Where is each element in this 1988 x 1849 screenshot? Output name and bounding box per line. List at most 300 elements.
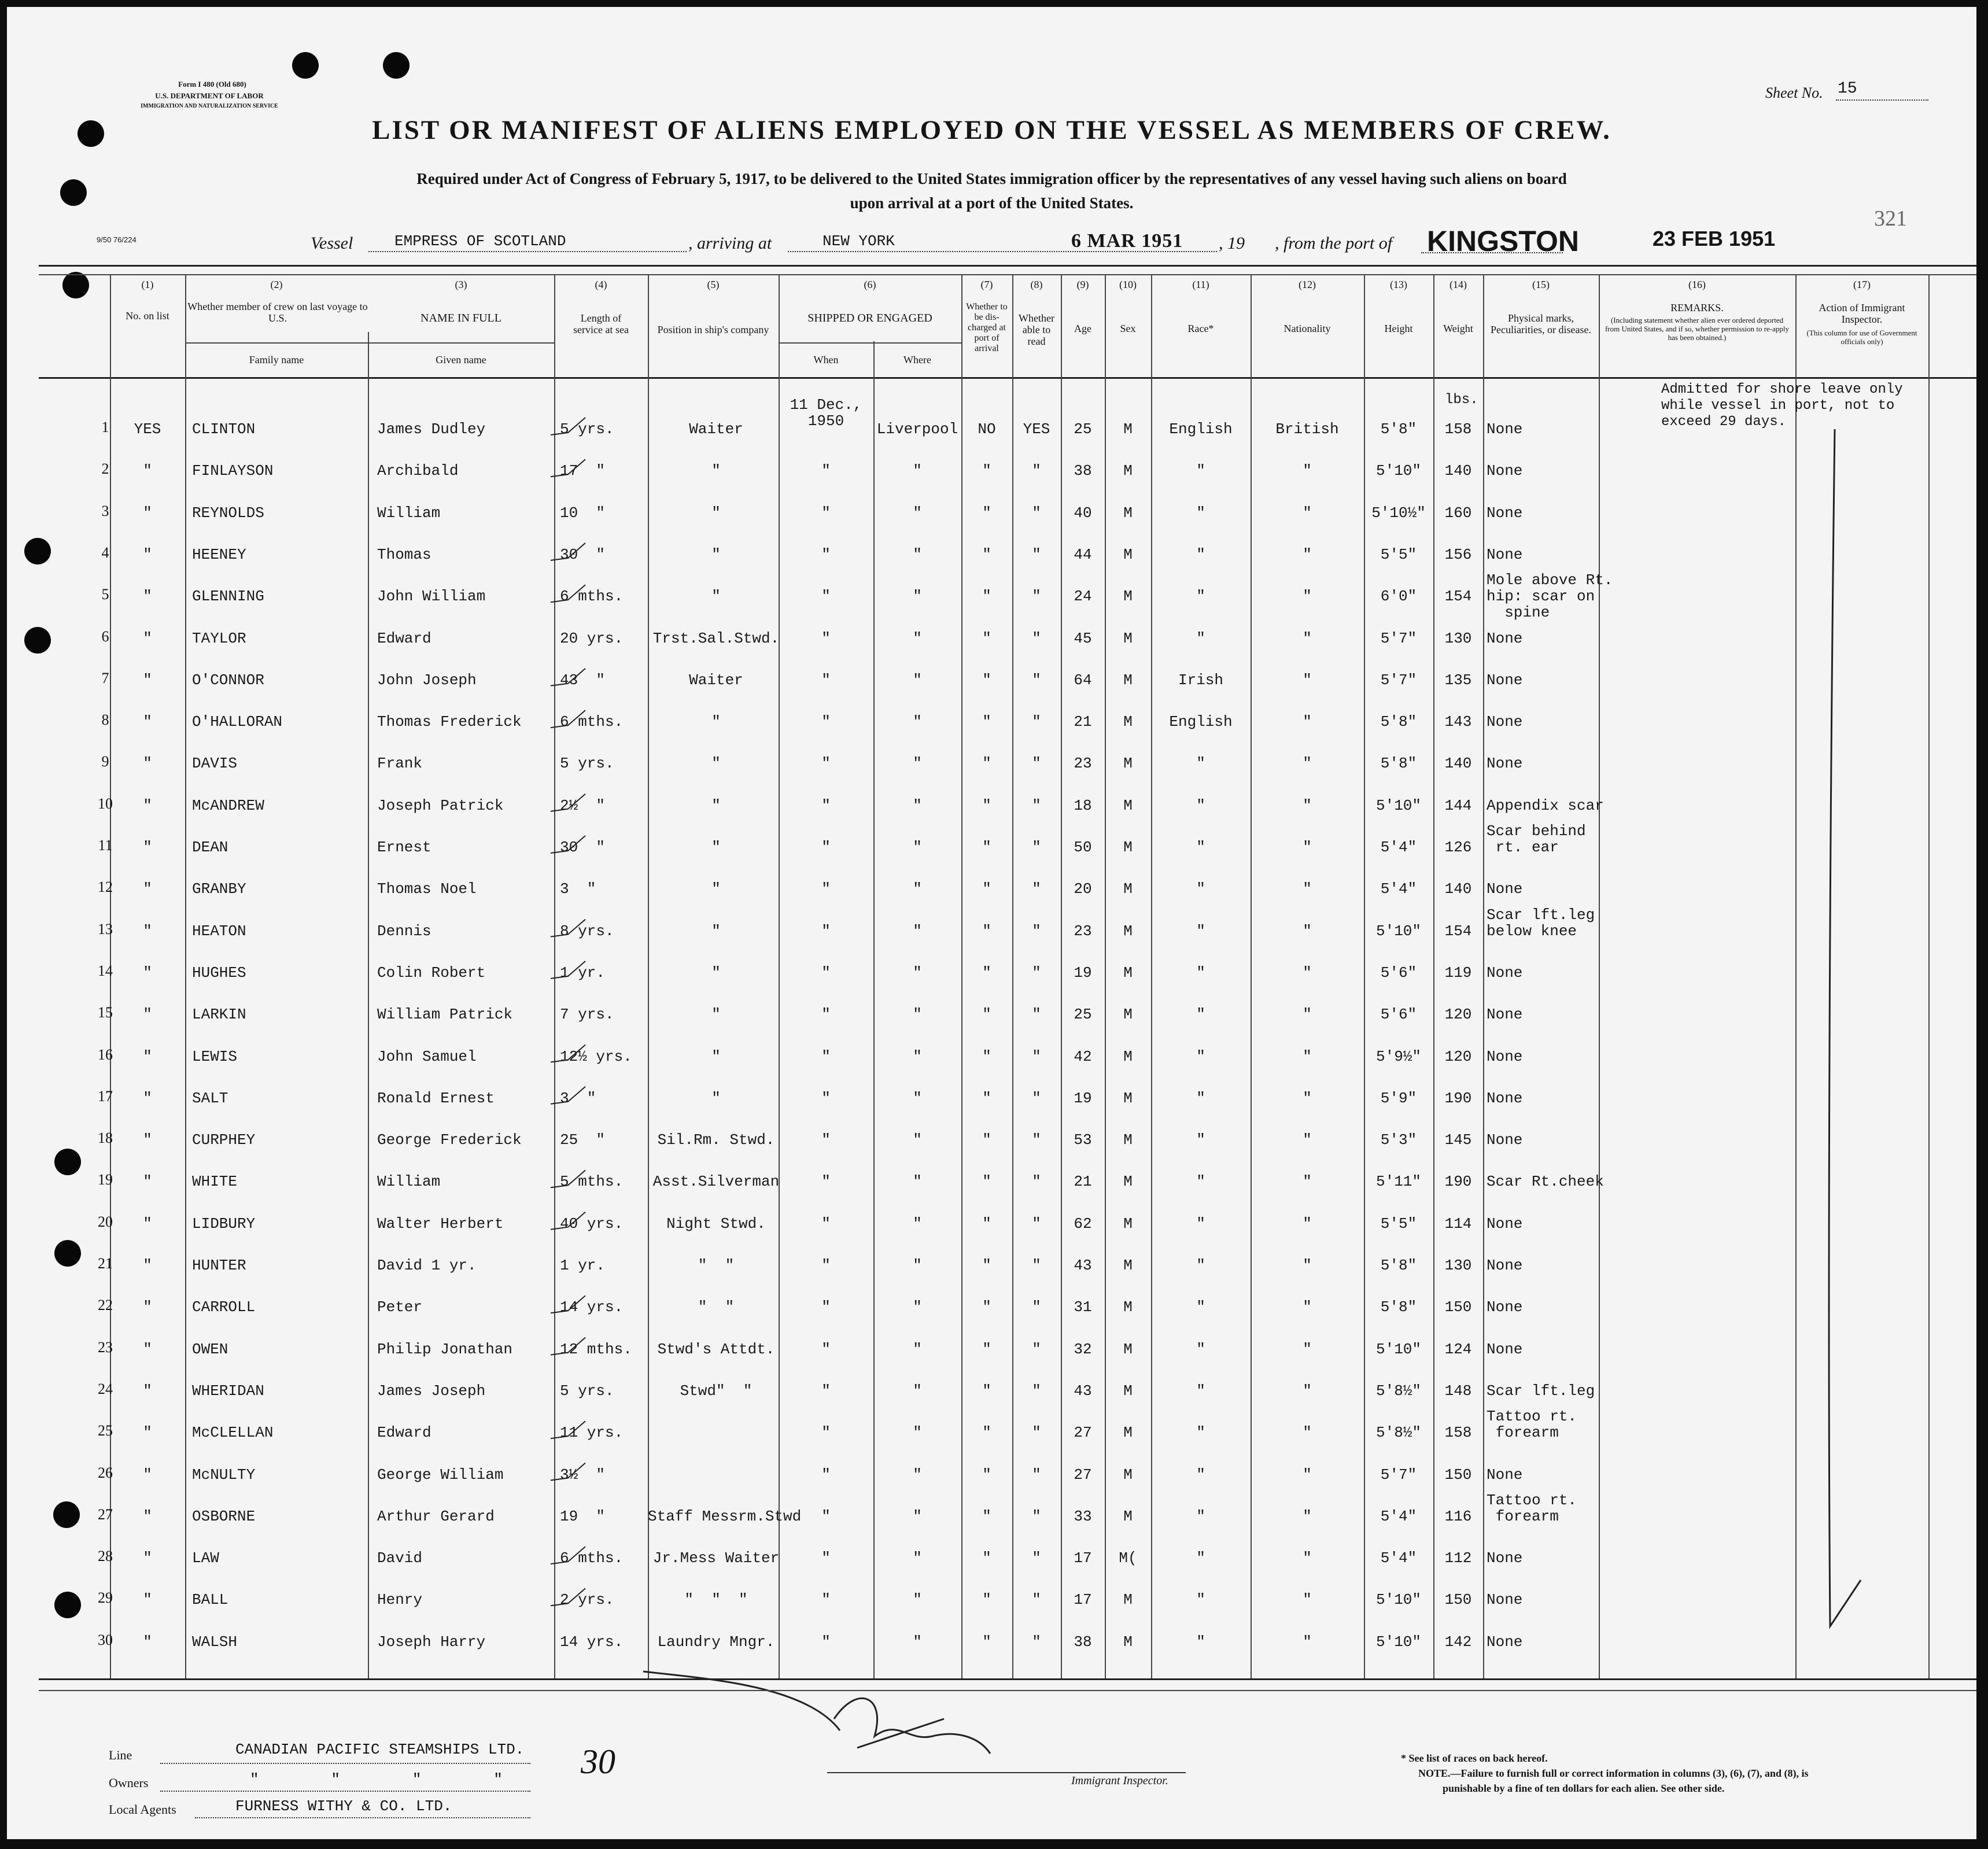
cell-service: 17 " bbox=[560, 462, 606, 480]
cell-read: " bbox=[1032, 1340, 1041, 1358]
cell-given: Dennis bbox=[377, 922, 431, 940]
cell-given: Thomas bbox=[377, 545, 431, 563]
row-number: 13 bbox=[98, 920, 113, 938]
cell-crew: " bbox=[143, 1298, 152, 1316]
cell-race: " bbox=[1196, 1298, 1205, 1316]
cell-read: " bbox=[1032, 1215, 1041, 1232]
cell-discharged: " bbox=[982, 1424, 991, 1442]
cell-marks: None bbox=[1487, 1006, 1523, 1024]
col-number-label: (4) bbox=[595, 279, 607, 290]
row-number: 1 bbox=[101, 419, 109, 436]
cell-marks: Scar Rt.cheek bbox=[1487, 1173, 1604, 1191]
cell-position: " bbox=[711, 1047, 721, 1065]
cell-where: " bbox=[913, 671, 922, 689]
row-number: 29 bbox=[98, 1589, 113, 1607]
cell-service: 6 mths. bbox=[560, 1549, 624, 1567]
cell-nationality: " bbox=[1303, 1257, 1312, 1274]
cell-discharged: " bbox=[982, 1382, 991, 1400]
cell-height: 5'8" bbox=[1380, 755, 1417, 773]
col-header-discharged: Whether to be dis-charged at port of arrival bbox=[966, 302, 1008, 353]
cell-discharged: " bbox=[982, 1047, 991, 1065]
cell-when: " bbox=[821, 1549, 831, 1567]
cell-when: " bbox=[821, 1340, 831, 1358]
cell-service: 12 mths. bbox=[560, 1340, 632, 1358]
cell-discharged: " bbox=[982, 713, 991, 731]
cell-when: " bbox=[821, 1466, 831, 1483]
cell-marks: None bbox=[1487, 462, 1523, 480]
cell-weight: 116 bbox=[1444, 1507, 1472, 1525]
cell-position: " " " bbox=[684, 1591, 748, 1609]
cell-position: " bbox=[711, 1089, 721, 1107]
cell-height: 5'5" bbox=[1380, 545, 1417, 563]
col-header-family: Family name bbox=[249, 354, 304, 366]
col-header-action-note: (This column for use of Government officials only) bbox=[1806, 329, 1917, 346]
cell-when: " bbox=[821, 588, 831, 606]
tick-mark bbox=[551, 836, 585, 853]
cell-family: McCLELLAN bbox=[192, 1424, 274, 1442]
row-number: 16 bbox=[98, 1046, 113, 1063]
arrival-date-stamp: 6 MAR 1951 bbox=[1071, 230, 1183, 252]
cell-sex: M bbox=[1123, 629, 1133, 647]
departure-port: KINGSTON bbox=[1427, 225, 1579, 257]
cell-position: Waiter bbox=[689, 671, 743, 689]
cell-position: Sil.Rm. Stwd. bbox=[657, 1131, 775, 1149]
col-number-label: (12) bbox=[1299, 279, 1316, 290]
cell-race: " bbox=[1196, 1047, 1205, 1065]
cell-family: DAVIS bbox=[192, 755, 238, 773]
cell-when: " bbox=[821, 1633, 831, 1651]
cell-height: 5'8" bbox=[1380, 713, 1417, 731]
row-number: 7 bbox=[101, 669, 109, 687]
cell-weight: 140 bbox=[1444, 462, 1472, 480]
cell-weight: 154 bbox=[1444, 588, 1472, 606]
cell-service: 1 yr. bbox=[560, 1257, 606, 1274]
col-header-crew: Whether member of crew on last voyage to U.S. bbox=[187, 301, 368, 324]
row-number: 23 bbox=[98, 1338, 113, 1356]
cell-read: " bbox=[1032, 1591, 1041, 1609]
cell-discharged: " bbox=[982, 1006, 991, 1024]
row-number: 26 bbox=[98, 1464, 113, 1481]
col-number-label: (16) bbox=[1688, 279, 1706, 290]
cell-marks: None bbox=[1487, 713, 1523, 731]
cell-nationality: " bbox=[1303, 545, 1312, 563]
cell-discharged: " bbox=[982, 1340, 991, 1358]
cell-nationality: " bbox=[1303, 1215, 1312, 1232]
cell-when: " bbox=[821, 504, 831, 522]
cell-service: 2½ " bbox=[560, 796, 606, 814]
cell-read: " bbox=[1032, 1173, 1041, 1191]
cell-nationality: " bbox=[1303, 1382, 1312, 1400]
cell-nationality: " bbox=[1303, 1131, 1312, 1149]
col-number-label: (2) bbox=[270, 279, 283, 290]
cell-position: " bbox=[711, 1006, 721, 1024]
subtitle: Required under Act of Congress of February 5, 1917, to be delivered to the United States immigration officer by the representatives of any vessel having such aliens on board bbox=[416, 170, 1567, 187]
cell-race: " bbox=[1196, 964, 1205, 981]
cell-height: 5'10" bbox=[1375, 922, 1421, 940]
cell-given: Arthur Gerard bbox=[377, 1507, 495, 1525]
cell-marks: None bbox=[1487, 1633, 1523, 1651]
cell-crew: " bbox=[143, 796, 152, 814]
cell-service: 3½ " bbox=[560, 1466, 606, 1483]
cell-family: McANDREW bbox=[192, 796, 264, 814]
cell-crew: " bbox=[143, 1131, 152, 1149]
cell-crew: " bbox=[143, 964, 152, 981]
cell-discharged: " bbox=[982, 964, 991, 981]
cell-crew: " bbox=[143, 504, 152, 522]
cell-given: Frank bbox=[377, 755, 423, 773]
cell-service: 7 yrs. bbox=[560, 1006, 614, 1024]
cell-service: 40 yrs. bbox=[560, 1215, 624, 1232]
line-value: CANADIAN PACIFIC STEAMSHIPS LTD. bbox=[235, 1741, 525, 1758]
sheet-number: 15 bbox=[1838, 80, 1857, 98]
cell-marks: None bbox=[1487, 1131, 1523, 1149]
cell-family: LAW bbox=[192, 1549, 219, 1567]
cell-height: 5'7" bbox=[1380, 629, 1417, 647]
cell-height: 5'8" bbox=[1380, 420, 1417, 438]
row-number: 8 bbox=[101, 711, 109, 729]
cell-read: " bbox=[1032, 588, 1041, 606]
cell-crew: " bbox=[143, 880, 152, 898]
cell-age: 19 bbox=[1074, 1089, 1092, 1107]
penalty-note: NOTE.—Failure to furnish full or correct information in columns (3), (6), (7), and (8), is bbox=[1418, 1767, 1809, 1779]
cell-position: Trst.Sal.Stwd. bbox=[652, 629, 780, 647]
sheet-label: Sheet No. bbox=[1765, 84, 1823, 101]
cell-discharged: " bbox=[982, 504, 991, 522]
col-number-label: (13) bbox=[1390, 279, 1407, 290]
cell-where: " bbox=[913, 1633, 922, 1651]
cell-service: 43 " bbox=[560, 671, 606, 689]
cell-read: " bbox=[1032, 1257, 1041, 1274]
cell-weight: 150 bbox=[1444, 1466, 1472, 1483]
row-number: 20 bbox=[98, 1213, 113, 1230]
cell-age: 44 bbox=[1074, 545, 1092, 563]
cell-sex: M bbox=[1123, 1507, 1133, 1525]
cell-nationality: " bbox=[1303, 755, 1312, 773]
tick-mark bbox=[551, 920, 585, 937]
row-number: 22 bbox=[98, 1297, 113, 1314]
cell-crew: " bbox=[143, 839, 152, 856]
cell-when: " bbox=[821, 1006, 831, 1024]
col-number-label: (6) bbox=[864, 279, 876, 290]
cell-service: 25 " bbox=[560, 1131, 606, 1149]
cell-given: Philip Jonathan bbox=[377, 1340, 513, 1358]
cell-position: " bbox=[711, 588, 721, 606]
cell-family: HEENEY bbox=[192, 545, 246, 563]
cell-service: 3 " bbox=[560, 1089, 596, 1107]
cell-discharged: " bbox=[982, 1131, 991, 1149]
cell-where: " bbox=[913, 1298, 922, 1316]
cell-where: " bbox=[913, 1549, 922, 1567]
cell-crew: " bbox=[143, 1215, 152, 1232]
cell-sex: M bbox=[1123, 588, 1133, 606]
cell-service: 10 " bbox=[560, 504, 606, 522]
cell-marks: None bbox=[1487, 1298, 1523, 1316]
row-number: 30 bbox=[98, 1631, 113, 1648]
tick-mark bbox=[551, 794, 585, 811]
cell-race: " bbox=[1196, 796, 1205, 814]
cell-nationality: " bbox=[1303, 504, 1312, 522]
cell-read: " bbox=[1032, 713, 1041, 731]
cell-service: 5 yrs. bbox=[560, 1382, 614, 1400]
cell-sex: M bbox=[1123, 1340, 1133, 1358]
cell-height: 5'9½" bbox=[1375, 1047, 1421, 1065]
cell-age: 17 bbox=[1074, 1549, 1092, 1567]
cell-service: 12½ yrs. bbox=[560, 1047, 632, 1065]
cell-nationality: " bbox=[1303, 1466, 1312, 1483]
cell-position: " bbox=[711, 922, 721, 940]
cell-crew: " bbox=[143, 1466, 152, 1483]
print-code: 9/50 76/224 bbox=[97, 235, 137, 244]
cell-height: 5'8½" bbox=[1375, 1382, 1421, 1400]
arrival-port: NEW YORK bbox=[823, 232, 895, 250]
vessel-name: EMPRESS OF SCOTLAND bbox=[394, 232, 566, 250]
cell-age: 50 bbox=[1074, 839, 1092, 856]
cell-weight: 158 bbox=[1444, 1424, 1472, 1442]
cell-crew: " bbox=[143, 462, 152, 480]
col-number-label: (15) bbox=[1532, 279, 1550, 290]
cell-when: " bbox=[821, 964, 831, 981]
col-number-label: (7) bbox=[980, 279, 993, 290]
tick-mark bbox=[551, 1296, 585, 1313]
cell-family: LARKIN bbox=[192, 1006, 246, 1024]
cell-where: " bbox=[913, 922, 922, 940]
cell-family: SALT bbox=[192, 1089, 228, 1107]
cell-weight: 112 bbox=[1444, 1549, 1472, 1567]
cell-nationality: " bbox=[1303, 1424, 1312, 1442]
cell-when: " bbox=[821, 1089, 831, 1107]
cell-marks: Scar behind rt. ear bbox=[1487, 822, 1586, 856]
cell-age: 38 bbox=[1074, 1633, 1092, 1651]
cell-marks: None bbox=[1487, 1215, 1523, 1232]
cell-marks: None bbox=[1487, 420, 1523, 438]
cell-crew: " bbox=[143, 1047, 152, 1065]
cell-read: " bbox=[1032, 1424, 1041, 1442]
cell-given: Colin Robert bbox=[377, 964, 486, 981]
cell-sex: M bbox=[1123, 1006, 1133, 1024]
cell-read: " bbox=[1032, 1131, 1041, 1149]
cell-service: 14 yrs. bbox=[560, 1298, 624, 1316]
cell-race: " bbox=[1196, 1591, 1205, 1609]
cell-sex: M bbox=[1123, 1131, 1133, 1149]
tick-mark bbox=[551, 710, 585, 728]
cell-weight: 140 bbox=[1444, 880, 1472, 898]
cell-when: " bbox=[821, 922, 831, 940]
tick-mark bbox=[551, 1463, 585, 1481]
cell-where: " bbox=[913, 1215, 922, 1232]
cell-nationality: " bbox=[1303, 1047, 1312, 1065]
cell-read: " bbox=[1032, 922, 1041, 940]
cell-marks: None bbox=[1487, 1047, 1523, 1065]
cell-nationality: " bbox=[1303, 839, 1312, 856]
races-note: * See list of races on back hereof. bbox=[1401, 1752, 1548, 1764]
col-header-age: Age bbox=[1074, 323, 1091, 334]
tick-mark bbox=[551, 418, 585, 435]
cell-sex: M bbox=[1123, 504, 1133, 522]
cell-nationality: British bbox=[1275, 420, 1339, 438]
cell-discharged: " bbox=[982, 1257, 991, 1274]
col-number-label: (9) bbox=[1076, 279, 1089, 290]
cell-age: 25 bbox=[1074, 1006, 1092, 1024]
cell-weight: 190 bbox=[1444, 1173, 1472, 1191]
cell-discharged: NO bbox=[978, 420, 996, 438]
cell-nationality: " bbox=[1303, 922, 1312, 940]
cell-sex: M bbox=[1123, 1047, 1133, 1065]
cell-sex: M bbox=[1123, 1424, 1133, 1442]
cell-race: " bbox=[1196, 839, 1205, 856]
cell-service: 30 " bbox=[560, 839, 606, 856]
col-number-label: (8) bbox=[1030, 279, 1043, 290]
col-header-when: When bbox=[813, 354, 839, 366]
cell-service: 6 mths. bbox=[560, 713, 624, 731]
form-id: Form I 480 (Old 680) bbox=[178, 80, 246, 88]
cell-height: 5'10" bbox=[1375, 462, 1421, 480]
cell-given: John Samuel bbox=[377, 1047, 477, 1065]
cell-sex: M bbox=[1123, 1257, 1133, 1274]
cell-sex: M bbox=[1123, 420, 1133, 438]
tick-mark bbox=[551, 961, 585, 979]
col-number-label: (5) bbox=[707, 279, 720, 290]
col-header-name: NAME IN FULL bbox=[421, 312, 501, 324]
cell-nationality: " bbox=[1303, 964, 1312, 981]
cell-where: " bbox=[913, 1466, 922, 1483]
cell-family: GLENNING bbox=[192, 588, 264, 606]
cell-given: David 1 yr. bbox=[377, 1257, 477, 1274]
cell-service: 5 mths. bbox=[560, 1173, 624, 1191]
col-number-label: (14) bbox=[1449, 279, 1467, 290]
cell-family: WHITE bbox=[192, 1173, 238, 1191]
cell-given: John Joseph bbox=[377, 671, 477, 689]
cell-family: OSBORNE bbox=[192, 1507, 256, 1525]
cell-service: 5 yrs. bbox=[560, 755, 614, 773]
cell-height: 5'10" bbox=[1375, 1633, 1421, 1651]
tick-mark bbox=[551, 1212, 585, 1230]
cell-height: 5'8½" bbox=[1375, 1424, 1421, 1442]
cell-sex: M bbox=[1123, 545, 1133, 563]
cell-age: 42 bbox=[1074, 1047, 1092, 1065]
cell-nationality: " bbox=[1303, 1549, 1312, 1567]
line-label: Line bbox=[109, 1748, 132, 1762]
cell-age: 24 bbox=[1074, 588, 1092, 606]
form-department: U.S. DEPARTMENT OF LABOR bbox=[155, 91, 264, 100]
cell-age: 21 bbox=[1074, 713, 1092, 731]
cell-sex: M bbox=[1123, 713, 1133, 731]
cell-marks: None bbox=[1487, 545, 1523, 563]
cell-sex: M bbox=[1123, 839, 1133, 856]
agents-value: FURNESS WITHY & CO. LTD. bbox=[235, 1798, 452, 1815]
cell-position: Jr.Mess Waiter bbox=[652, 1549, 780, 1567]
cell-service: 30 " bbox=[560, 545, 606, 563]
cell-when: " bbox=[821, 796, 831, 814]
cell-when: " bbox=[821, 1257, 831, 1274]
cell-given: David bbox=[377, 1549, 423, 1567]
cell-race: " bbox=[1196, 1257, 1205, 1274]
row-number: 27 bbox=[98, 1505, 113, 1523]
cell-weight: 150 bbox=[1444, 1591, 1472, 1609]
cell-read: " bbox=[1032, 462, 1041, 480]
cell-where: " bbox=[913, 1257, 922, 1274]
cell-when: " bbox=[821, 1298, 831, 1316]
cell-race: " bbox=[1196, 504, 1205, 522]
cell-race: " bbox=[1196, 1089, 1205, 1107]
cell-crew: " bbox=[143, 1507, 152, 1525]
cell-nationality: " bbox=[1303, 462, 1312, 480]
cell-marks: Mole above Rt. hip: scar on spine bbox=[1487, 571, 1613, 622]
shore-leave-remark: Admitted for shore leave only while vessel in port, not to exceed 29 days. bbox=[1661, 382, 1903, 430]
col-header-marks: Physical marks, Peculiarities, or disease. bbox=[1491, 312, 1591, 335]
cell-crew: " bbox=[143, 922, 152, 940]
cell-crew: " bbox=[143, 629, 152, 647]
cell-read: " bbox=[1032, 1047, 1041, 1065]
cell-marks: None bbox=[1487, 1591, 1523, 1609]
cell-weight: 124 bbox=[1444, 1340, 1472, 1358]
cell-race: " bbox=[1196, 1131, 1205, 1149]
col-header-given: Given name bbox=[436, 354, 486, 366]
cell-race: " bbox=[1196, 1173, 1205, 1191]
cell-marks: Tattoo rt. forearm bbox=[1487, 1491, 1577, 1525]
cell-weight: 160 bbox=[1444, 504, 1472, 522]
cell-crew: " bbox=[143, 1549, 152, 1567]
tick-mark bbox=[551, 1547, 585, 1564]
cell-weight: 120 bbox=[1444, 1006, 1472, 1024]
cell-family: BALL bbox=[192, 1591, 228, 1609]
cell-age: 23 bbox=[1074, 922, 1092, 940]
cell-position: Stwd's Attdt. bbox=[657, 1340, 775, 1358]
cell-position: " bbox=[711, 839, 721, 856]
cell-height: 5'4" bbox=[1380, 880, 1417, 898]
col-header-action: Action of Immigrant Inspector. bbox=[1819, 302, 1905, 325]
cell-race: English bbox=[1169, 420, 1233, 438]
cell-given: Walter Herbert bbox=[377, 1215, 504, 1232]
cell-discharged: " bbox=[982, 462, 991, 480]
cell-given: James Joseph bbox=[377, 1382, 486, 1400]
col-header-position: Position in ship's company bbox=[657, 324, 769, 335]
cell-sex: M bbox=[1123, 1173, 1133, 1191]
cell-nationality: " bbox=[1303, 1507, 1312, 1525]
cell-sex: M bbox=[1123, 1466, 1133, 1483]
cell-marks: Scar lft.leg below knee bbox=[1487, 906, 1595, 940]
cell-given: James Dudley bbox=[377, 420, 486, 438]
cell-marks: None bbox=[1487, 1549, 1523, 1567]
cell-discharged: " bbox=[982, 629, 991, 647]
cell-age: 45 bbox=[1074, 629, 1092, 647]
cell-when: " bbox=[821, 462, 831, 480]
cell-where: " bbox=[913, 462, 922, 480]
cell-given: George William bbox=[377, 1466, 504, 1483]
row-number: 2 bbox=[101, 460, 109, 478]
cell-where: " bbox=[913, 839, 922, 856]
cell-height: 5'7" bbox=[1380, 1466, 1417, 1483]
cell-weight: 119 bbox=[1444, 964, 1472, 981]
cell-position: Stwd" " bbox=[680, 1382, 753, 1400]
cell-sex: M bbox=[1123, 1382, 1133, 1400]
cell-weight: 143 bbox=[1444, 713, 1472, 731]
col-header-shipped: SHIPPED OR ENGAGED bbox=[807, 312, 932, 324]
weight-unit: lbs. bbox=[1445, 392, 1478, 408]
cell-crew: " bbox=[143, 1006, 152, 1024]
cell-age: 32 bbox=[1074, 1340, 1092, 1358]
cell-sex: M bbox=[1123, 922, 1133, 940]
cell-nationality: " bbox=[1303, 629, 1312, 647]
cell-crew: " bbox=[143, 1633, 152, 1651]
tick-mark bbox=[551, 669, 585, 686]
cell-read: " bbox=[1032, 1633, 1041, 1651]
owners-label: Owners bbox=[109, 1776, 149, 1790]
cell-race: " bbox=[1196, 1633, 1205, 1651]
cell-given: Joseph Patrick bbox=[377, 796, 504, 814]
cell-age: 40 bbox=[1074, 504, 1092, 522]
col-header-where: Where bbox=[903, 354, 931, 366]
cell-when: " bbox=[821, 1047, 831, 1065]
